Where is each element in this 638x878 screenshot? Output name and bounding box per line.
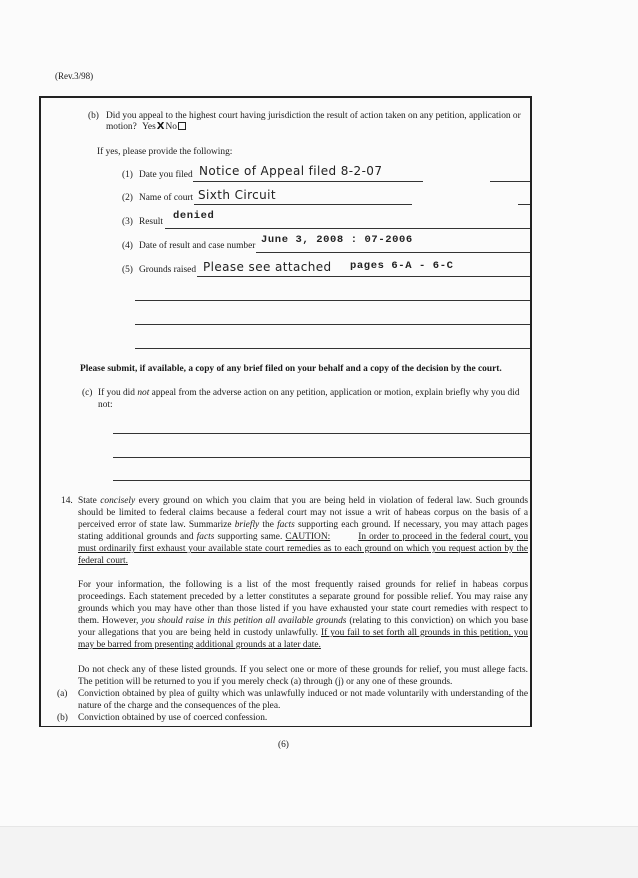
- grounds-line-4: [135, 348, 530, 349]
- page-number: (6): [278, 740, 289, 750]
- q14-paragraph-2: [78, 579, 528, 651]
- court-name-line: [194, 204, 412, 205]
- ground-b-text: Conviction obtained by use of coerced confession.: [78, 713, 268, 723]
- explain-line-1: [113, 433, 530, 434]
- barred-warning: If you fail to set forth all grounds in this petition, you may be barred from presenting additional grounds at a later date.: [78, 628, 528, 650]
- result-date-case-answer[interactable]: June 3, 2008 : 07-2006: [261, 234, 413, 246]
- q13c-post: appeal from the adverse action on any petition, application or motion, explain briefly why you did: [149, 388, 520, 398]
- date-filed-line-ext: [490, 181, 530, 182]
- result-answer[interactable]: denied: [173, 210, 215, 222]
- item1-label: Date you filed: [139, 170, 193, 180]
- q14-concisely: concisely: [100, 496, 136, 506]
- q14-paragraph-1: [78, 495, 528, 567]
- ground-a-label: (a): [57, 689, 68, 699]
- q14-p2-b: (relating to this conviction) on which you base your allegations that you are being held in custody unlawfully.: [78, 616, 528, 638]
- item3-label: Result: [139, 217, 163, 227]
- q14-p1-c: the: [259, 520, 278, 530]
- court-name-answer[interactable]: Sixth Circuit: [198, 188, 277, 202]
- item3-num: (3): [122, 217, 133, 227]
- caution-label: CAUTION:: [285, 532, 331, 542]
- yes-checkbox-marked[interactable]: X: [156, 121, 165, 132]
- explain-line-2: [113, 457, 530, 458]
- revision-label: (Rev.3/98): [55, 71, 94, 81]
- explain-line-3: [113, 480, 530, 481]
- caution-text: In order to proceed in the federal court, you must ordinarily first exhaust your available state court remedies as to each ground on which you request action by the federal court.: [78, 532, 529, 566]
- date-filed-answer[interactable]: Notice of Appeal filed 8-2-07: [199, 164, 383, 178]
- scan-edge: [0, 826, 638, 878]
- submit-note: Please submit, if available, a copy of any brief filed on your behalf and a copy of the decision by the court.: [80, 364, 502, 374]
- q14-p1-e: supporting same.: [214, 532, 286, 542]
- q13c-pre: If you did: [98, 388, 138, 398]
- q14-p1-a: State: [78, 496, 101, 506]
- q14-p1-b: every ground on which you claim that you are being held in violation of federal law. Such grounds should be limited to federal claims because a federal court may not issue a writ of habeas corpus on the basis of a perceived error of state law. Summarize: [78, 496, 529, 530]
- result-line: [165, 228, 530, 229]
- q13b-line2: [106, 121, 186, 133]
- raise-all-grounds: you should raise in this petition all available grounds: [141, 616, 347, 626]
- item2-num: (2): [122, 193, 133, 203]
- q14-paragraph-3: Do not check any of these listed grounds. If you select one or more of these grounds for relief, you must allege facts. The petition will be returned to you if you merely check (a) through (j) or any one of these grounds.: [78, 665, 528, 687]
- q14-facts-2: facts: [196, 532, 215, 542]
- q13c-line2: not:: [98, 400, 113, 410]
- q13b-label: (b): [88, 111, 99, 121]
- grounds-raised-answer[interactable]: Please see attached: [203, 260, 332, 274]
- q14-briefly: briefly: [234, 520, 260, 530]
- item4-num: (4): [122, 241, 133, 251]
- no-label: No: [165, 122, 177, 132]
- date-filed-line: [193, 181, 423, 182]
- item5-label: Grounds raised: [139, 265, 197, 275]
- q14-p1-d: supporting each ground. If necessary, you may attach pages stating additional grounds and: [78, 520, 528, 542]
- q13c-text: [98, 387, 520, 399]
- result-date-line: [256, 252, 530, 253]
- if-yes-instruction: If yes, please provide the following:: [97, 147, 233, 157]
- q13c-not: not: [137, 388, 150, 398]
- q14-facts: facts: [277, 520, 295, 530]
- grounds-line-2: [135, 300, 530, 301]
- q13c-label: (c): [82, 388, 93, 398]
- motion-question: motion?: [106, 122, 137, 132]
- q14-num: 14.: [61, 496, 73, 506]
- court-name-line-ext: [518, 204, 530, 205]
- yes-label: Yes: [142, 122, 156, 132]
- no-checkbox[interactable]: [178, 122, 186, 130]
- grounds-line-3: [135, 324, 530, 325]
- item2-label: Name of court: [139, 193, 194, 203]
- ground-b-label: (b): [57, 713, 68, 723]
- item4-label: Date of result and case number: [139, 241, 256, 251]
- q13b-text: Did you appeal to the highest court having jurisdiction the result of action taken on any petition, application or: [106, 111, 521, 121]
- q14-p2-a: For your information, the following is a list of the most frequently raised grounds for relief in habeas corpus proceedings. Each statement preceded by a letter constitutes a separate ground for possible relief. You may raise any grounds which you may have other than those listed if you have exhausted your state court remedies with respect to them. However,: [78, 580, 528, 626]
- grounds-raised-pages: pages 6-A - 6-C: [350, 260, 454, 272]
- ground-a-text: Conviction obtained by plea of guilty which was unlawfully induced or not made voluntarily with understanding of the nature of the charge and the consequences of the plea.: [78, 689, 528, 711]
- grounds-line-1: [197, 276, 530, 277]
- item1-num: (1): [122, 170, 133, 180]
- item5-num: (5): [122, 265, 133, 275]
